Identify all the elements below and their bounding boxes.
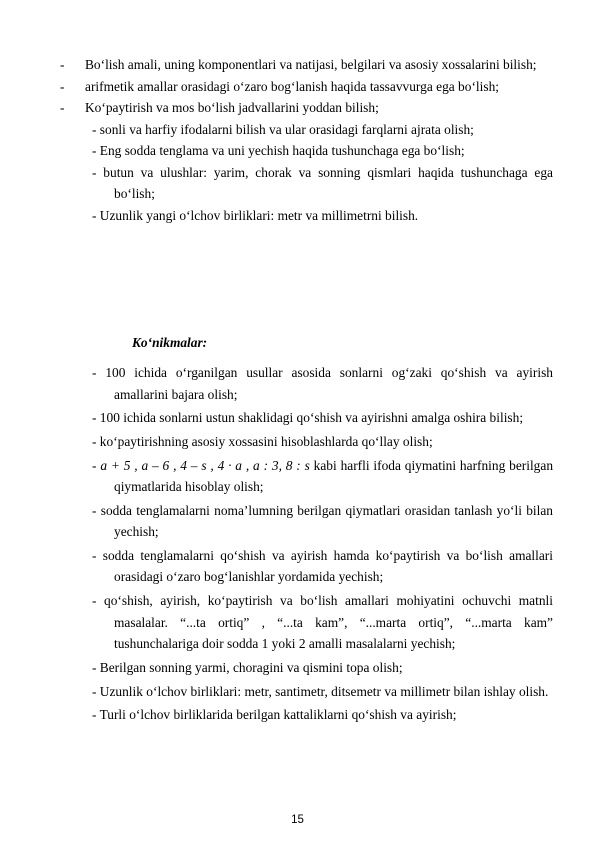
list-item — [60, 97, 553, 119]
list-item — [60, 54, 553, 76]
sub-list — [92, 119, 553, 227]
sub-list-item: - Uzunlik yangi o‘lchov birliklari: metr va millimetrni bilish. — [92, 207, 419, 223]
skill-item-formula — [92, 455, 553, 498]
formula-expressions: a + 5 , a – 6 , 4 – s , 4 · a , a : 3, 8 : s — [100, 457, 310, 473]
skill-item: - sodda tenglamalarni noma’lumning berilgan qiymatlari orasidan tanlash yo‘li bilan yechish; — [92, 502, 553, 540]
list-item — [60, 76, 553, 98]
skills-list — [92, 362, 553, 728]
skill-item: - qo‘shish, ayirish, ko‘paytirish va bo‘lish amallari mohiyatini ochuvchi matnli masalalar. “...ta ortiq” , “...ta kam”, “...marta ortiq”, “...marta kam” tushunchalariga doir sodda 1 yoki 2 amalli masalalarni yechish; — [92, 593, 553, 652]
list-item-text: Ko‘paytirish va mos bo‘lish jadvallarini yoddan bilish; — [85, 100, 379, 115]
skill-dash: - — [92, 457, 101, 473]
skill-item: - ko‘paytirishning asosiy xossasini hisoblashlarda qo‘llay olish; — [92, 433, 433, 449]
skill-item: - 100 ichida sonlarni ustun shaklidagi qo‘shish va ayirishni amalga oshira bilish; — [92, 410, 524, 426]
list-item-text: arifmetik amallar orasidagi o‘zaro bog‘lanish haqida tassavvurga ega bo‘lish; — [85, 78, 499, 94]
skills-heading: Ko‘nikmalar: — [132, 335, 208, 350]
skill-item-text: kabi harfli ifoda qiymatini harfning berilgan qiymatlarida hisoblay olish; — [114, 457, 554, 495]
list-dash: - — [60, 78, 65, 94]
sub-list-item: - Eng sodda tenglama va uni yechish haqida tushunchaga ega bo‘lish; — [92, 143, 465, 158]
skill-item: - Berilgan sonning yarmi, choragini va qismini topa olish; — [92, 659, 403, 675]
list-dash: - — [60, 57, 65, 72]
skill-item: - Turli o‘lchov birliklarida berilgan kattaliklarni qo‘shish va ayirish; — [92, 707, 457, 723]
skill-item: - 100 ichida o‘rganilgan usullar asosida sonlarni og‘zaki qo‘shish va ayirish amallarini bajara olish; — [92, 365, 553, 402]
sub-list-item: - butun va ulushlar: yarim, chorak va sonning qismlari haqida tushunchaga ega bo‘lish; — [92, 164, 553, 201]
list-item-text: Bo‘lish amali, uning komponentlari va natijasi, belgilari va asosiy xossalarini bilish; — [85, 57, 537, 72]
list-dash: - — [60, 100, 65, 115]
sub-list-item: - sonli va harfiy ifodalarni bilish va ular orasidagi farqlarni ajrata olish; — [92, 121, 474, 137]
outcomes-list — [60, 54, 553, 226]
page-number: 15 — [291, 814, 304, 826]
skill-item: - sodda tenglamalarni qo‘shish va ayirish hamda ko‘paytirish va bo‘lish amallari orasidagi o‘zaro bog‘lanishlar yordamida yechish; — [92, 547, 553, 585]
skill-item: - Uzunlik o‘lchov birliklari: metr, santimetr, ditsemetr va millimetr bilan ishlay olish. — [92, 683, 549, 699]
